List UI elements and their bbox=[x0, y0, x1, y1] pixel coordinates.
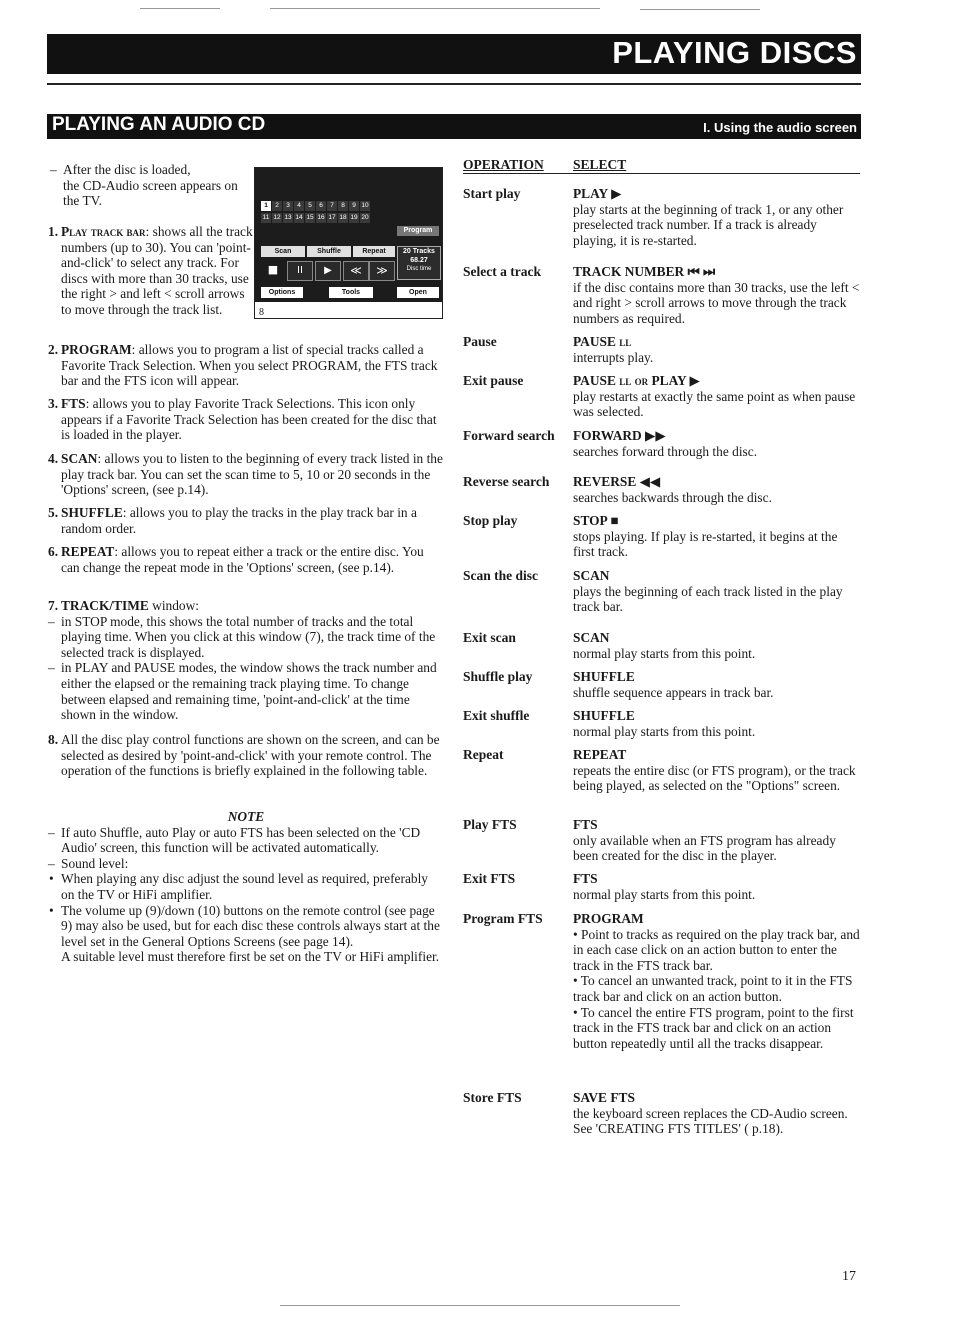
select-key: STOP ■ bbox=[573, 513, 619, 528]
disc-time: 68.27 bbox=[410, 257, 428, 264]
track-cell[interactable]: 14 bbox=[295, 214, 303, 221]
operation-label: Shuffle play bbox=[463, 669, 533, 684]
operation-label: Forward search bbox=[463, 428, 555, 443]
open-button[interactable]: Open bbox=[397, 287, 439, 298]
select-description: shuffle sequence appears in track bar. bbox=[573, 684, 774, 700]
track-cell[interactable]: 10 bbox=[361, 202, 369, 209]
select-cell bbox=[573, 474, 861, 505]
select-cell bbox=[573, 186, 861, 248]
scan-button[interactable]: Scan bbox=[261, 246, 305, 257]
select-key: SHUFFLE bbox=[573, 708, 635, 723]
reverse-control[interactable]: ≪ bbox=[343, 261, 369, 281]
select-key: FORWARD ▶▶ bbox=[573, 428, 666, 443]
track-cell[interactable]: 11 bbox=[262, 214, 270, 221]
select-key: SCAN bbox=[573, 630, 610, 645]
track-cell[interactable]: 12 bbox=[273, 214, 281, 221]
track-cell[interactable]: 17 bbox=[328, 214, 336, 221]
select-key: SAVE FTS bbox=[573, 1090, 635, 1105]
note-title: NOTE bbox=[227, 809, 265, 824]
select-description: stops playing. If play is re-started, it begins at the first track. bbox=[573, 528, 838, 560]
section-subtitle: I. Using the audio screen bbox=[703, 120, 857, 135]
item-repeat: 6. REPEAT: allows you to repeat either a track or the entire disc. You can change the repeat mode in the 'Options' screen, (see p.14). bbox=[48, 544, 424, 575]
select-bullet: • To cancel the entire FTS program, point to the first track in the FTS track bar and click on an action button repeatedly until all the tracks disappear. bbox=[573, 1004, 854, 1051]
operation-label: Play FTS bbox=[463, 817, 517, 832]
page-number: 17 bbox=[842, 1269, 856, 1284]
select-bullet: • To cancel an unwanted track, point to it in the FTS track bar and click on an action button. bbox=[573, 973, 853, 1004]
select-cell bbox=[573, 1090, 861, 1137]
item-controls: 8. All the disc play control functions are shown on the screen, and can be selected as desired by 'point-and-click' with your remote control. The operation of the functions is briefly explained in the following table. bbox=[48, 732, 440, 779]
operation-label: Stop play bbox=[463, 513, 518, 528]
select-description: searches forward through the disc. bbox=[573, 443, 758, 459]
item-program: 2. PROGRAM: allows you to program a list of special tracks called a Favorite Track Selection. When you select PROGRAM, the FTS track bar and the FTS icon will appear. bbox=[48, 342, 438, 389]
select-description: if the disc contains more than 30 tracks, use the left < and right > scroll arrows to move through the track numbers as required. bbox=[573, 279, 860, 326]
track-cell[interactable]: 2 bbox=[272, 201, 282, 211]
select-cell bbox=[573, 747, 861, 794]
operation-label: Reverse search bbox=[463, 474, 550, 489]
page-title: PLAYING DISCS bbox=[612, 35, 857, 70]
cd-audio-screen-figure bbox=[254, 167, 443, 319]
operation-label: Start play bbox=[463, 186, 521, 201]
scan-noise bbox=[270, 8, 600, 9]
track-cell[interactable]: 6 bbox=[316, 201, 326, 211]
select-key: FTS bbox=[573, 871, 598, 886]
stop-control[interactable]: ■ bbox=[261, 261, 285, 279]
pause-control[interactable]: II bbox=[287, 261, 313, 281]
select-description: only available when an FTS program has already been created for the disc in the player. bbox=[573, 832, 836, 864]
operation-label: Pause bbox=[463, 334, 497, 349]
select-column-header: SELECT bbox=[573, 157, 627, 172]
select-cell bbox=[573, 817, 861, 864]
select-description: play restarts at exactly the same point as when pause was selected. bbox=[573, 388, 856, 420]
select-cell bbox=[573, 630, 861, 661]
select-key: SCAN bbox=[573, 568, 610, 583]
forward-control[interactable]: ≫ bbox=[369, 261, 395, 281]
select-description: normal play starts from this point. bbox=[573, 723, 756, 739]
track-cell[interactable]: 7 bbox=[327, 201, 337, 211]
select-description: play starts at the beginning of track 1, or any other preselected track number. If a track is already playing, it is re-started. bbox=[573, 201, 844, 248]
item-fts: 3. FTS: allows you to play Favorite Track Selections. This icon only appears if a Favorite Track Selection has been created for the disc that is loaded in the player. bbox=[48, 396, 437, 443]
select-key: PAUSE ll or PLAY ▶ bbox=[573, 373, 700, 388]
operation-label: Repeat bbox=[463, 747, 504, 762]
track-cell[interactable]: 3 bbox=[283, 201, 293, 211]
track-time-window[interactable] bbox=[397, 246, 441, 280]
play-control[interactable]: ▶ bbox=[315, 261, 341, 281]
select-key: REVERSE ◀◀ bbox=[573, 474, 661, 489]
select-cell bbox=[573, 428, 861, 459]
select-description: plays the beginning of each track listed in the play track bar. bbox=[573, 583, 843, 615]
title-rule bbox=[47, 83, 861, 85]
select-cell bbox=[573, 513, 861, 560]
track-count: 20 Tracks bbox=[403, 248, 435, 255]
select-cell bbox=[573, 373, 861, 420]
section-title: PLAYING AN AUDIO CD bbox=[52, 114, 266, 135]
select-description: the keyboard screen replaces the CD-Audio screen. See 'CREATING FTS TITLES' ( p.18). bbox=[573, 1105, 848, 1137]
tools-button[interactable]: Tools bbox=[329, 287, 373, 298]
item-track-time: 7. TRACK/TIME window: – in STOP mode, this shows the total number of tracks and the total playing time. When you click at this window (7), the track time of the selected track is displayed. – in PLAY and PAUSE modes, the window shows the track number and either the elapsed or the remaining track playing time. To change between elapsed and remaining time, 'point-and-click' at the time shown in the window. bbox=[48, 598, 437, 723]
operation-label: Store FTS bbox=[463, 1090, 522, 1105]
select-key: TRACK NUMBER ⏮ ⏭ bbox=[573, 264, 716, 279]
options-button[interactable]: Options bbox=[261, 287, 303, 298]
track-cell[interactable]: 16 bbox=[317, 214, 325, 221]
intro-text: – After the disc is loaded, the CD-Audio screen appears on the TV. bbox=[50, 162, 238, 209]
shuffle-button[interactable]: Shuffle bbox=[307, 246, 351, 257]
select-key: PLAY ▶ bbox=[573, 186, 622, 201]
operation-label: Exit pause bbox=[463, 373, 524, 388]
track-cell[interactable]: 4 bbox=[294, 201, 304, 211]
item-scan: 4. SCAN: allows you to listen to the beginning of every track listed in the play track bar. You can set the scan time to 5, 10 or 20 seconds in the 'Options' screen, (see p.14). bbox=[48, 451, 443, 498]
track-cell[interactable]: 15 bbox=[306, 214, 314, 221]
select-bullet: • Point to tracks as required on the play track bar, and in each case click on an action button to enter the track in the FTS track bar. bbox=[573, 926, 860, 973]
screen-display bbox=[255, 168, 442, 302]
disc-time-label: Disc time bbox=[406, 266, 432, 272]
operation-column-header: OPERATION bbox=[463, 157, 544, 172]
select-description: normal play starts from this point. bbox=[573, 886, 756, 902]
select-description: interrupts play. bbox=[573, 349, 654, 365]
scan-noise bbox=[640, 9, 760, 10]
select-description: searches backwards through the disc. bbox=[573, 489, 772, 505]
select-key: SHUFFLE bbox=[573, 669, 635, 684]
operation-label: Exit shuffle bbox=[463, 708, 530, 723]
select-cell bbox=[573, 708, 861, 739]
select-key: REPEAT bbox=[573, 747, 627, 762]
track-cell[interactable]: 19 bbox=[350, 214, 358, 221]
select-key: FTS bbox=[573, 817, 598, 832]
operation-label: Select a track bbox=[463, 264, 541, 279]
section-bar bbox=[47, 114, 861, 139]
repeat-button[interactable]: Repeat bbox=[353, 246, 395, 257]
scan-noise bbox=[140, 8, 220, 9]
select-description: repeats the entire disc (or FTS program), or the track being played, as selected on the "Options" screen. bbox=[573, 762, 856, 794]
track-cell[interactable]: 13 bbox=[284, 214, 292, 221]
select-cell bbox=[573, 334, 861, 365]
scan-noise bbox=[280, 1305, 680, 1306]
track-cell[interactable]: 18 bbox=[339, 214, 347, 221]
operation-label: Exit FTS bbox=[463, 871, 516, 886]
select-cell bbox=[573, 264, 861, 326]
track-cell[interactable]: 5 bbox=[305, 201, 315, 211]
track-cell[interactable]: 1 bbox=[261, 201, 271, 211]
table-rule bbox=[463, 173, 860, 174]
operation-label: Program FTS bbox=[463, 911, 543, 926]
operation-label: Scan the disc bbox=[463, 568, 539, 583]
select-key: PROGRAM bbox=[573, 911, 644, 926]
select-cell bbox=[573, 911, 861, 1051]
select-description: normal play starts from this point. bbox=[573, 645, 756, 661]
select-cell bbox=[573, 568, 861, 615]
program-button[interactable]: Program bbox=[397, 226, 439, 236]
track-cell[interactable]: 20 bbox=[361, 214, 369, 221]
page-title-bar bbox=[47, 34, 861, 74]
note-block: NOTE – If auto Shuffle, auto Play or auto FTS has been selected on the 'CD Audio' screen, this function will be activated automatically. – Sound level: • When playing any disc adjust the sound level as required, preferably on the TV or HiFi amplifier. • The volume up (9)/down (10) buttons on the remote control (see page 9) may also be used, but for each disc these controls always start at the level set in the General Options Screens (see page 14). A suitable level must therefore first be set on the TV or HiFi amplifier. bbox=[48, 809, 444, 965]
figure-number: 8 bbox=[259, 307, 264, 318]
operation-label: Exit scan bbox=[463, 630, 516, 645]
select-cell bbox=[573, 669, 861, 700]
item-shuffle: 5. SHUFFLE: allows you to play the tracks in the play track bar in a random order. bbox=[48, 505, 417, 536]
track-cell[interactable]: 8 bbox=[338, 201, 348, 211]
select-cell bbox=[573, 871, 861, 902]
item-play-track-bar: 1. Play track bar: shows all the track numbers (up to 30). You can 'point-and-click' to select any track. For discs with more than 30 tracks, use the right > and left < scroll arrows to move through the track list. bbox=[48, 224, 253, 317]
track-cell[interactable]: 9 bbox=[349, 201, 359, 211]
select-key: PAUSE ll bbox=[573, 334, 632, 349]
